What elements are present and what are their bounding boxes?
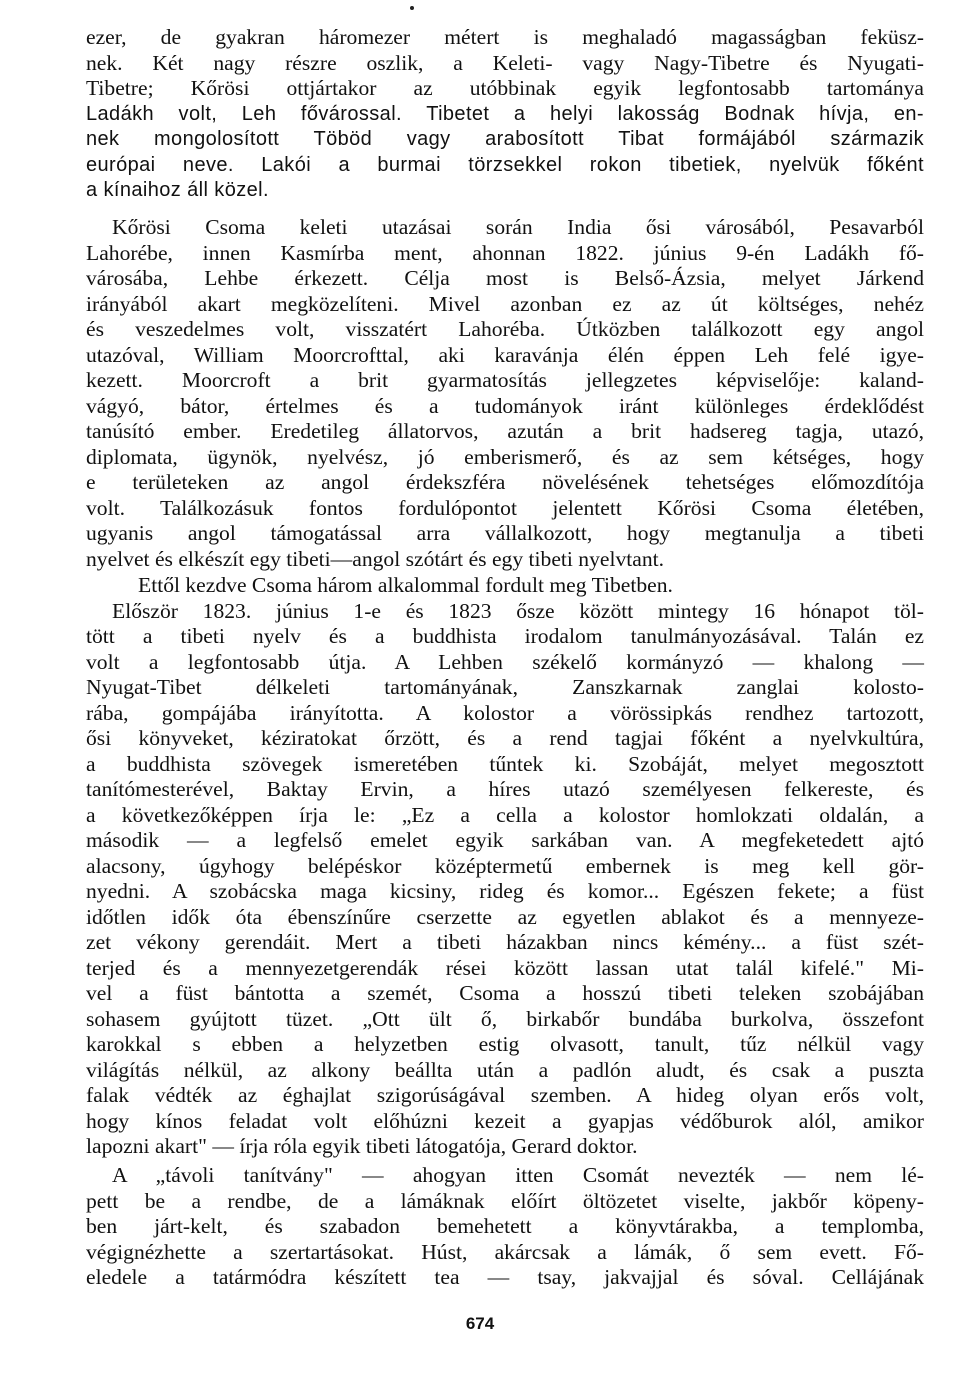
text-line: vel a füst bántotta a szemét, Csoma a hosszú tibeti teleken szobájában [86, 981, 924, 1005]
text-line: nyedni. A szobácska maga kicsiny, rideg és komor... Egészen fekete; a füst [86, 879, 924, 903]
text-line: tanúsító ember. Eredetileg állatorvos, azután a brit hadsereg tagja, utazó, [86, 419, 924, 443]
text-line: tött a tibeti nyelv és a buddhista irodalom tanulmányozásával. Talán ez [86, 624, 924, 648]
text-line: második — a legfelső emelet egyik sarkában van. A megfeketedett ajtó [86, 828, 924, 852]
text-line: a következőképpen írja le: „Ez a cella a kolostor homlokzati oldalán, a [86, 802, 924, 827]
text-line: eledele a tatármódra készített tea — tsay, jakvajjal és sóval. Cellájának [86, 1265, 924, 1289]
text-line: a kínaihoz áll közel. [86, 179, 269, 201]
text-line: volt. Találkozásuk fontos fordulópontot jelentett Kőrösi Csoma életében, [86, 495, 924, 520]
text-line: Nyugat-Tibet délkeleti tartományának, Zanszkarnak zanglai kolosto- [86, 675, 924, 699]
text-line: Lahorébe, innen Kasmírba ment, ahonnan 1822. június 9-én Ladákh fő- [86, 240, 924, 265]
text-line: diplomata, ügynök, nyelvész, jó emberismerő, és az sem kétséges, hogy [86, 444, 924, 469]
text-line: Tibetre; Kőrösi ottjártakor az utóbbinak egyik legfontosabb tartománya [86, 76, 924, 100]
text-line: alacsony, úgyhogy belépéskor középtermetű embernek is meg kell gör- [86, 853, 924, 878]
text-line: a buddhista szövegek ismeretében tűntek ki. Szobáját, melyet megosztott [86, 751, 924, 776]
text-line: nek. Két nagy részre oszlik, a Keleti- vagy Nagy-Tibetre és Nyugati- [86, 50, 924, 75]
paragraph-1 [86, 25, 924, 204]
text-line: volt a legfontosabb útja. A Lehben székelő kormányzó — khalong — [86, 649, 924, 674]
text-line: ben járt-kelt, és szabadon bemehetett a könyvtárakba, a templomba, [86, 1214, 924, 1238]
text-line: karokkal s ebben a helyzetben estig olvasott, tanult, tűz nélkül vagy [86, 1032, 924, 1056]
text-line: terjed és a mennyezetgerendák rései között lassan utat talál kifelé." Mi- [86, 955, 924, 980]
text-line: világítás nélkül, az alkony beállta után a padlón aludt, és csak a puszta [86, 1057, 924, 1082]
text-line: nyelvet és elkészít egy tibeti—angol szótárt és egy tibeti nyelvtant. [86, 546, 665, 571]
paragraph-3 [86, 573, 924, 1160]
text-line: ezer, de gyakran háromezer métert is meghaladó magasságban feküsz- [86, 25, 924, 49]
text-line: nek mongolosított Töböd vagy arabosított Tibat formájából származik [86, 128, 924, 150]
text-line: rába, gompájába irányította. A kolostor a vörössipkás rendhez tartozott, [86, 700, 924, 725]
text-line: városába, Lehbe érkezett. Célja most is Belső-Ázsia, melyet Járkend [86, 266, 924, 290]
text-line: európai neve. Lakói a burmai törzsekkel rokon tibetiek, nyelvük főként [86, 153, 924, 176]
text-line: ugyanis angol támogatással arra vállalkozott, hogy megtanulja a tibeti [86, 521, 924, 545]
text-line: Ladákh volt, Leh fővárossal. Tibetet a helyi lakosság Bodnak hívja, en- [86, 102, 924, 125]
text-line: tanítómesterével, Baktay Ervin, a híres utazó személyesen felkereste, és [86, 777, 924, 801]
text-line: kezett. Moorcroft a brit gyarmatosítás jellegzetes képviselője: kaland- [86, 368, 924, 392]
text-line: hogy kínos feladat volt előhúzni kezeit a gyapjas védőburok alól, amikor [86, 1108, 924, 1133]
text-line: vágyó, bátor, értelmes és a tudományok iránt különleges érdeklődést [86, 393, 924, 418]
text-line: e területeken az angol érdekszféra növelésének tehetséges előmozdítója [86, 470, 924, 494]
text-line: és veszedelmes volt, visszatért Lahoréba. Útközben találkozott egy angol [86, 317, 924, 341]
text-line: ősi könyveket, kéziratokat őrzött, és a rend tagjai főként a nyelvkultúra, [86, 726, 924, 750]
page-number: 674 [465, 1314, 495, 1333]
text-line: végignézhette a szertartásokat. Húst, akárcsak a lámák, ő sem evett. Fő- [86, 1239, 924, 1264]
text-line: irányából akart megközelíteni. Mivel azonban ez az út költséges, nehéz [86, 291, 924, 316]
text-line: Ettől kezdve Csoma három alkalommal fordult meg Tibetben. [138, 573, 673, 597]
text-line: sohasem gyújtott tüzet. „Ott ült ő, birkabőr bundába burkolva, összefont [86, 1006, 924, 1031]
text-line: időtlen idők óta ébenszínűre cserzette az egyetlen ablakot és a mennyeze- [86, 904, 924, 929]
text-line: utazóval, William Moorcrofttal, aki karavánja élén éppen Leh felé igye- [86, 342, 924, 367]
print-speck [410, 6, 414, 10]
text-line: lapozni akart" — írja róla egyik tibeti látogatója, Gerard doktor. [86, 1134, 638, 1158]
text-line: Kőrösi Csoma keleti utazásai során India ősi városából, Pesavarból [112, 215, 924, 239]
text-line: zet vékony gerendáit. Mert a tibeti házakban nincs kémény... a füst szét- [86, 930, 924, 954]
paragraph-4 [86, 1163, 924, 1291]
text-line: pett be a rendbe, de a lámáknak előírt öltözetet viselte, jakbőr köpeny- [86, 1188, 924, 1213]
text-line: Először 1823. június 1-e és 1823 ősze között mintegy 16 hónapot töl- [112, 598, 924, 623]
text-line: falak védték az éghajlat szigorúságával szemben. A hideg olyan erős volt, [86, 1083, 924, 1107]
paragraph-2 [86, 215, 924, 572]
text-line: A „távoli tanítvány" — ahogyan itten Csomát nevezték — nem lé- [112, 1163, 924, 1187]
